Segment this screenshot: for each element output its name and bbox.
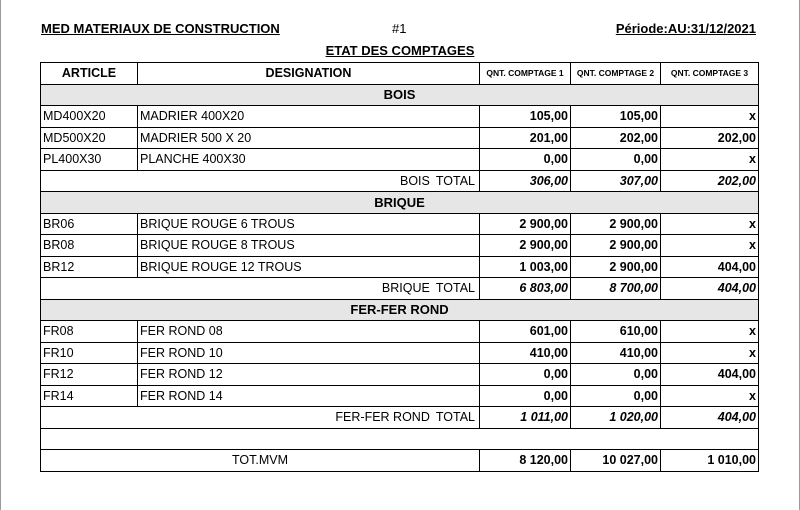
table-row bbox=[41, 321, 759, 343]
designation: BRIQUE ROUGE 12 TROUS bbox=[138, 256, 480, 278]
table-header-row bbox=[41, 63, 759, 85]
count-3: 404,00 bbox=[661, 256, 759, 278]
count-3: x bbox=[661, 149, 759, 171]
report-title: ETAT DES COMPTAGES bbox=[325, 43, 475, 58]
column-header-count-3: QNT. COMPTAGE 3 bbox=[661, 63, 759, 85]
group-total-label bbox=[41, 407, 480, 429]
count-2: 2 900,00 bbox=[571, 256, 661, 278]
column-header-article: ARTICLE bbox=[41, 63, 138, 85]
count-3: x bbox=[661, 235, 759, 257]
group-band bbox=[41, 84, 759, 106]
count-1: 0,00 bbox=[480, 149, 571, 171]
count-1: 105,00 bbox=[480, 106, 571, 128]
count-2: 0,00 bbox=[571, 385, 661, 407]
group-total-name: BRIQUE bbox=[381, 281, 430, 296]
table-row bbox=[41, 149, 759, 171]
grand-total-count-2: 10 027,00 bbox=[571, 450, 661, 472]
designation: PLANCHE 400X30 bbox=[138, 149, 480, 171]
group-total-name: BOIS bbox=[399, 173, 430, 188]
group-total-count-3: 404,00 bbox=[661, 407, 759, 429]
count-3: x bbox=[661, 106, 759, 128]
group-total-name: FER-FER ROND bbox=[335, 410, 430, 425]
group-total-count-3: 202,00 bbox=[661, 170, 759, 192]
count-3: x bbox=[661, 321, 759, 343]
grand-total-count-3: 1 010,00 bbox=[661, 450, 759, 472]
group-band bbox=[41, 299, 759, 321]
designation: FER ROND 08 bbox=[138, 321, 480, 343]
designation: BRIQUE ROUGE 6 TROUS bbox=[138, 213, 480, 235]
article-code: PL400X30 bbox=[41, 149, 138, 171]
group-total-count-1: 1 011,00 bbox=[480, 407, 571, 429]
table-row bbox=[41, 364, 759, 386]
count-1: 410,00 bbox=[480, 342, 571, 364]
designation: BRIQUE ROUGE 8 TROUS bbox=[138, 235, 480, 257]
article-code: FR10 bbox=[41, 342, 138, 364]
column-header-count-2: QNT. COMPTAGE 2 bbox=[571, 63, 661, 85]
article-code: BR06 bbox=[41, 213, 138, 235]
grand-total-label: TOT.MVM bbox=[41, 450, 480, 472]
article-code: MD500X20 bbox=[41, 127, 138, 149]
article-code: BR12 bbox=[41, 256, 138, 278]
group-total-row bbox=[41, 278, 759, 300]
group-total-label bbox=[41, 170, 480, 192]
group-total-count-2: 1 020,00 bbox=[571, 407, 661, 429]
table-row bbox=[41, 256, 759, 278]
group-name: FER-FER ROND bbox=[41, 299, 759, 321]
count-1: 601,00 bbox=[480, 321, 571, 343]
column-header-designation: DESIGNATION bbox=[138, 63, 480, 85]
group-total-label bbox=[41, 278, 480, 300]
group-total-count-2: 8 700,00 bbox=[571, 278, 661, 300]
article-code: FR08 bbox=[41, 321, 138, 343]
table-row bbox=[41, 106, 759, 128]
designation: FER ROND 14 bbox=[138, 385, 480, 407]
count-3: x bbox=[661, 213, 759, 235]
table-row bbox=[41, 127, 759, 149]
count-1: 201,00 bbox=[480, 127, 571, 149]
count-table bbox=[40, 62, 759, 472]
group-total-word: TOTAL bbox=[435, 281, 475, 296]
group-band bbox=[41, 192, 759, 214]
group-total-count-1: 6 803,00 bbox=[480, 278, 571, 300]
count-2: 410,00 bbox=[571, 342, 661, 364]
grand-total-count-1: 8 120,00 bbox=[480, 450, 571, 472]
table-row bbox=[41, 342, 759, 364]
article-code: BR08 bbox=[41, 235, 138, 257]
count-1: 0,00 bbox=[480, 385, 571, 407]
window-left-edge bbox=[0, 0, 1, 510]
period-label: Période:AU:31/12/2021 bbox=[615, 21, 756, 36]
article-code: MD400X20 bbox=[41, 106, 138, 128]
count-3: 202,00 bbox=[661, 127, 759, 149]
column-header-count-1: QNT. COMPTAGE 1 bbox=[480, 63, 571, 85]
group-total-count-3: 404,00 bbox=[661, 278, 759, 300]
group-total-word: TOTAL bbox=[435, 173, 475, 188]
grand-total-row bbox=[41, 450, 759, 472]
count-3: x bbox=[661, 385, 759, 407]
table-row bbox=[41, 235, 759, 257]
group-total-row bbox=[41, 407, 759, 429]
group-total-word: TOTAL bbox=[435, 410, 475, 425]
group-total-row bbox=[41, 170, 759, 192]
count-2: 105,00 bbox=[571, 106, 661, 128]
count-2: 0,00 bbox=[571, 364, 661, 386]
count-2: 610,00 bbox=[571, 321, 661, 343]
designation: MADRIER 500 X 20 bbox=[138, 127, 480, 149]
count-2: 2 900,00 bbox=[571, 213, 661, 235]
count-3: 404,00 bbox=[661, 364, 759, 386]
count-1: 2 900,00 bbox=[480, 235, 571, 257]
count-1: 1 003,00 bbox=[480, 256, 571, 278]
count-2: 202,00 bbox=[571, 127, 661, 149]
group-total-count-1: 306,00 bbox=[480, 170, 571, 192]
page-number: #1 bbox=[392, 21, 407, 36]
count-1: 2 900,00 bbox=[480, 213, 571, 235]
group-name: BRIQUE bbox=[41, 192, 759, 214]
group-name: BOIS bbox=[41, 84, 759, 106]
spacer-row bbox=[41, 428, 759, 450]
count-3: x bbox=[661, 342, 759, 364]
company-name: MED MATERIAUX DE CONSTRUCTION bbox=[41, 21, 280, 36]
table-row bbox=[41, 213, 759, 235]
designation: MADRIER 400X20 bbox=[138, 106, 480, 128]
group-total-count-2: 307,00 bbox=[571, 170, 661, 192]
count-1: 0,00 bbox=[480, 364, 571, 386]
table-row bbox=[41, 385, 759, 407]
article-code: FR12 bbox=[41, 364, 138, 386]
count-2: 0,00 bbox=[571, 149, 661, 171]
article-code: FR14 bbox=[41, 385, 138, 407]
designation: FER ROND 10 bbox=[138, 342, 480, 364]
designation: FER ROND 12 bbox=[138, 364, 480, 386]
count-2: 2 900,00 bbox=[571, 235, 661, 257]
